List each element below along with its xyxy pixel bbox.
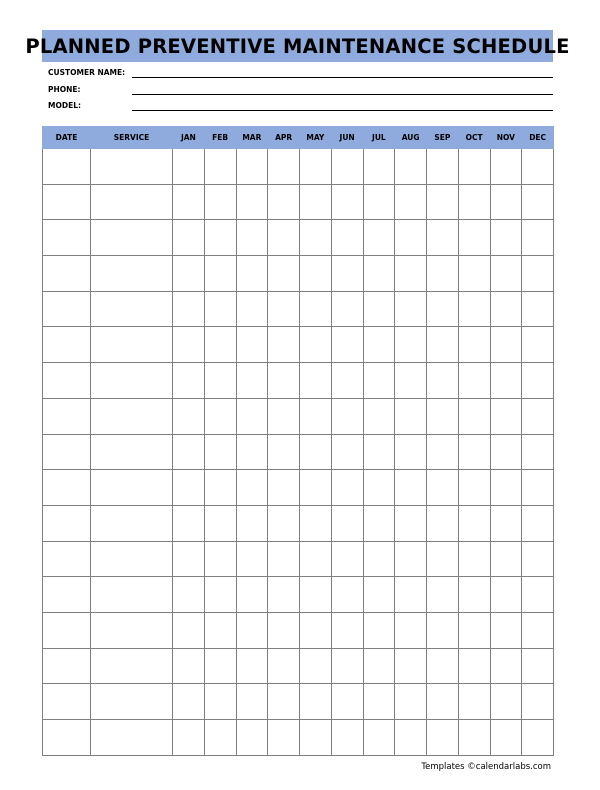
table-cell-jun[interactable] [331,505,363,541]
table-cell-dec[interactable] [522,327,554,363]
table-cell-oct[interactable] [458,577,490,613]
table-cell-apr[interactable] [268,363,300,399]
table-cell-jun[interactable] [331,149,363,185]
table-cell-aug[interactable] [395,612,427,648]
table-cell-jul[interactable] [363,541,395,577]
page-title: PLANNED PREVENTIVE MAINTENANCE SCHEDULE [25,34,570,58]
table-row [43,256,554,292]
table-cell-jul[interactable] [363,363,395,399]
table-cell-aug[interactable] [395,648,427,684]
table-cell-mar[interactable] [236,149,268,185]
table-cell-dec[interactable] [522,470,554,506]
table-cell-aug[interactable] [395,505,427,541]
table-cell-jul[interactable] [363,577,395,613]
table-cell-dec[interactable] [522,720,554,756]
table-cell-jul[interactable] [363,256,395,292]
table-cell-aug[interactable] [395,398,427,434]
table-cell-dec[interactable] [522,363,554,399]
table-cell-jan[interactable] [173,220,205,256]
table-cell-apr[interactable] [268,434,300,470]
table-cell-aug[interactable] [395,541,427,577]
table-cell-jun[interactable] [331,291,363,327]
table-cell-feb[interactable] [204,256,236,292]
table-cell-mar[interactable] [236,398,268,434]
table-cell-feb[interactable] [204,434,236,470]
model-row [48,100,553,114]
table-cell-oct[interactable] [458,256,490,292]
table-cell-oct[interactable] [458,720,490,756]
table-cell-service[interactable] [91,398,173,434]
table-cell-jul[interactable] [363,327,395,363]
table-cell-apr[interactable] [268,256,300,292]
table-cell-feb[interactable] [204,470,236,506]
table-cell-jan[interactable] [173,648,205,684]
table-cell-dec[interactable] [522,184,554,220]
table-cell-jan[interactable] [173,256,205,292]
table-cell-jan[interactable] [173,470,205,506]
column-header-service: SERVICE [91,127,173,149]
table-cell-sep[interactable] [427,684,459,720]
table-cell-nov[interactable] [490,612,522,648]
table-cell-feb[interactable] [204,648,236,684]
table-cell-jan[interactable] [173,684,205,720]
table-cell-sep[interactable] [427,363,459,399]
model-label: MODEL: [48,101,81,110]
table-cell-may[interactable] [300,184,332,220]
table-cell-mar[interactable] [236,434,268,470]
table-cell-nov[interactable] [490,398,522,434]
table-cell-nov[interactable] [490,470,522,506]
table-cell-nov[interactable] [490,648,522,684]
column-header-aug: AUG [395,127,427,149]
table-cell-jul[interactable] [363,220,395,256]
table-cell-may[interactable] [300,648,332,684]
table-row [43,220,554,256]
title-banner [25,30,570,62]
table-cell-dec[interactable] [522,256,554,292]
table-cell-service[interactable] [91,149,173,185]
table-cell-feb[interactable] [204,612,236,648]
table-cell-jan[interactable] [173,363,205,399]
table-row [43,720,554,756]
table-row [43,648,554,684]
table-cell-oct[interactable] [458,612,490,648]
table-cell-mar[interactable] [236,291,268,327]
table-cell-feb[interactable] [204,505,236,541]
table-cell-nov[interactable] [490,577,522,613]
table-cell-nov[interactable] [490,184,522,220]
table-cell-nov[interactable] [490,363,522,399]
table-cell-service[interactable] [91,541,173,577]
table-cell-oct[interactable] [458,220,490,256]
table-cell-dec[interactable] [522,434,554,470]
table-row [43,291,554,327]
table-cell-date[interactable] [43,149,91,185]
table-cell-sep[interactable] [427,505,459,541]
table-cell-feb[interactable] [204,577,236,613]
table-cell-service[interactable] [91,577,173,613]
table-cell-nov[interactable] [490,720,522,756]
table-cell-date[interactable] [43,434,91,470]
table-cell-nov[interactable] [490,220,522,256]
table-cell-apr[interactable] [268,648,300,684]
column-header-dec: DEC [522,127,554,149]
table-cell-jun[interactable] [331,648,363,684]
table-cell-feb[interactable] [204,184,236,220]
table-cell-service[interactable] [91,363,173,399]
table-cell-jan[interactable] [173,327,205,363]
table-cell-may[interactable] [300,577,332,613]
table-cell-apr[interactable] [268,184,300,220]
table-cell-date[interactable] [43,720,91,756]
table-cell-jan[interactable] [173,720,205,756]
table-cell-jun[interactable] [331,184,363,220]
table-cell-service[interactable] [91,684,173,720]
table-cell-oct[interactable] [458,505,490,541]
table-cell-jun[interactable] [331,684,363,720]
table-cell-nov[interactable] [490,291,522,327]
column-header-feb: FEB [204,127,236,149]
table-cell-dec[interactable] [522,577,554,613]
table-cell-jun[interactable] [331,612,363,648]
table-cell-jan[interactable] [173,577,205,613]
table-cell-jun[interactable] [331,577,363,613]
table-cell-date[interactable] [43,505,91,541]
table-cell-date[interactable] [43,363,91,399]
table-cell-aug[interactable] [395,220,427,256]
table-header-row [43,127,554,149]
column-header-may: MAY [300,127,332,149]
table-row [43,363,554,399]
table-cell-jul[interactable] [363,291,395,327]
table-cell-jan[interactable] [173,149,205,185]
table-cell-nov[interactable] [490,541,522,577]
column-header-apr: APR [268,127,300,149]
table-cell-mar[interactable] [236,184,268,220]
table-cell-apr[interactable] [268,684,300,720]
table-cell-oct[interactable] [458,470,490,506]
phone-label: PHONE: [48,85,81,94]
table-cell-aug[interactable] [395,434,427,470]
table-cell-feb[interactable] [204,220,236,256]
table-cell-dec[interactable] [522,149,554,185]
table-cell-date[interactable] [43,612,91,648]
table-cell-jun[interactable] [331,470,363,506]
table-cell-mar[interactable] [236,541,268,577]
table-cell-sep[interactable] [427,470,459,506]
table-cell-oct[interactable] [458,648,490,684]
table-cell-jul[interactable] [363,505,395,541]
table-cell-aug[interactable] [395,184,427,220]
table-cell-jun[interactable] [331,256,363,292]
table-cell-dec[interactable] [522,612,554,648]
table-cell-jan[interactable] [173,398,205,434]
table-row [43,327,554,363]
table-cell-jul[interactable] [363,398,395,434]
table-cell-jul[interactable] [363,149,395,185]
table-cell-jan[interactable] [173,505,205,541]
table-row [43,541,554,577]
table-cell-may[interactable] [300,291,332,327]
table-cell-nov[interactable] [490,256,522,292]
table-cell-nov[interactable] [490,149,522,185]
table-cell-dec[interactable] [522,220,554,256]
table-cell-date[interactable] [43,256,91,292]
column-header-jul: JUL [363,127,395,149]
table-cell-may[interactable] [300,434,332,470]
customer-name-field[interactable] [132,77,553,78]
table-cell-dec[interactable] [522,505,554,541]
table-row [43,398,554,434]
table-cell-apr[interactable] [268,577,300,613]
table-cell-jul[interactable] [363,684,395,720]
table-cell-mar[interactable] [236,612,268,648]
column-header-oct: OCT [458,127,490,149]
table-cell-jun[interactable] [331,220,363,256]
table-cell-dec[interactable] [522,291,554,327]
table-row [43,505,554,541]
table-cell-sep[interactable] [427,256,459,292]
table-cell-may[interactable] [300,541,332,577]
table-cell-oct[interactable] [458,541,490,577]
table-cell-sep[interactable] [427,541,459,577]
table-cell-apr[interactable] [268,612,300,648]
model-field[interactable] [132,110,553,111]
table-cell-sep[interactable] [427,648,459,684]
table-cell-service[interactable] [91,434,173,470]
table-cell-jan[interactable] [173,541,205,577]
table-cell-apr[interactable] [268,149,300,185]
table-cell-jan[interactable] [173,612,205,648]
table-cell-date[interactable] [43,291,91,327]
table-cell-jul[interactable] [363,470,395,506]
table-cell-nov[interactable] [490,327,522,363]
table-cell-feb[interactable] [204,398,236,434]
phone-field[interactable] [132,94,553,95]
table-cell-mar[interactable] [236,256,268,292]
table-cell-may[interactable] [300,505,332,541]
table-cell-may[interactable] [300,612,332,648]
table-cell-oct[interactable] [458,684,490,720]
table-cell-aug[interactable] [395,363,427,399]
table-cell-feb[interactable] [204,291,236,327]
table-cell-date[interactable] [43,398,91,434]
table-cell-date[interactable] [43,684,91,720]
column-header-sep: SEP [427,127,459,149]
table-cell-service[interactable] [91,256,173,292]
table-cell-jan[interactable] [173,291,205,327]
table-cell-may[interactable] [300,684,332,720]
column-header-nov: NOV [490,127,522,149]
table-cell-sep[interactable] [427,149,459,185]
table-cell-aug[interactable] [395,149,427,185]
table-cell-oct[interactable] [458,363,490,399]
table-cell-service[interactable] [91,612,173,648]
table-cell-dec[interactable] [522,648,554,684]
table-cell-sep[interactable] [427,327,459,363]
table-cell-service[interactable] [91,505,173,541]
table-cell-sep[interactable] [427,434,459,470]
table-cell-service[interactable] [91,648,173,684]
table-cell-sep[interactable] [427,720,459,756]
table-cell-service[interactable] [91,220,173,256]
table-cell-mar[interactable] [236,684,268,720]
table-cell-sep[interactable] [427,291,459,327]
table-cell-oct[interactable] [458,291,490,327]
table-row [43,577,554,613]
table-cell-oct[interactable] [458,327,490,363]
table-cell-mar[interactable] [236,327,268,363]
table-cell-mar[interactable] [236,470,268,506]
table-cell-apr[interactable] [268,720,300,756]
phone-row [48,84,553,98]
table-row [43,470,554,506]
table-row [43,612,554,648]
table-cell-mar[interactable] [236,648,268,684]
table-cell-dec[interactable] [522,684,554,720]
table-cell-jul[interactable] [363,612,395,648]
table-cell-jul[interactable] [363,434,395,470]
table-cell-oct[interactable] [458,398,490,434]
table-cell-jul[interactable] [363,184,395,220]
table-cell-may[interactable] [300,220,332,256]
table-cell-date[interactable] [43,541,91,577]
table-cell-jul[interactable] [363,720,395,756]
table-cell-may[interactable] [300,149,332,185]
table-row [43,434,554,470]
customer-name-row [48,67,553,81]
table-cell-aug[interactable] [395,577,427,613]
table-cell-may[interactable] [300,327,332,363]
table-cell-oct[interactable] [458,184,490,220]
table-cell-sep[interactable] [427,612,459,648]
table-row [43,184,554,220]
table-cell-date[interactable] [43,470,91,506]
table-cell-feb[interactable] [204,720,236,756]
customer-name-label: CUSTOMER NAME: [48,68,126,77]
table-cell-service[interactable] [91,327,173,363]
table-cell-aug[interactable] [395,684,427,720]
table-cell-aug[interactable] [395,470,427,506]
table-cell-sep[interactable] [427,220,459,256]
table-cell-oct[interactable] [458,434,490,470]
table-cell-mar[interactable] [236,505,268,541]
table-cell-apr[interactable] [268,220,300,256]
table-cell-apr[interactable] [268,505,300,541]
table-cell-feb[interactable] [204,541,236,577]
table-cell-jul[interactable] [363,648,395,684]
table-cell-date[interactable] [43,327,91,363]
table-cell-jun[interactable] [331,398,363,434]
column-header-jan: JAN [173,127,205,149]
table-cell-mar[interactable] [236,720,268,756]
table-cell-aug[interactable] [395,256,427,292]
table-cell-nov[interactable] [490,434,522,470]
table-cell-nov[interactable] [490,684,522,720]
table-cell-service[interactable] [91,470,173,506]
table-cell-jan[interactable] [173,184,205,220]
column-header-jun: JUN [331,127,363,149]
table-cell-dec[interactable] [522,541,554,577]
table-cell-dec[interactable] [522,398,554,434]
table-cell-feb[interactable] [204,363,236,399]
table-cell-oct[interactable] [458,149,490,185]
table-cell-date[interactable] [43,577,91,613]
table-cell-date[interactable] [43,220,91,256]
table-cell-apr[interactable] [268,291,300,327]
table-cell-aug[interactable] [395,720,427,756]
table-cell-may[interactable] [300,363,332,399]
footer-credit: Templates ©calendarlabs.com [421,762,551,772]
table-row [43,149,554,185]
table-cell-nov[interactable] [490,505,522,541]
table-cell-aug[interactable] [395,327,427,363]
table-cell-mar[interactable] [236,220,268,256]
table-cell-may[interactable] [300,720,332,756]
table-cell-jun[interactable] [331,541,363,577]
table-cell-apr[interactable] [268,470,300,506]
table-cell-service[interactable] [91,291,173,327]
table-cell-apr[interactable] [268,398,300,434]
column-header-date: DATE [43,127,91,149]
table-cell-jun[interactable] [331,434,363,470]
table-cell-apr[interactable] [268,327,300,363]
column-header-mar: MAR [236,127,268,149]
table-cell-aug[interactable] [395,291,427,327]
table-cell-sep[interactable] [427,577,459,613]
table-body [43,149,554,756]
table-cell-may[interactable] [300,398,332,434]
table-cell-feb[interactable] [204,684,236,720]
table-cell-jun[interactable] [331,363,363,399]
table-cell-jun[interactable] [331,327,363,363]
table-cell-mar[interactable] [236,577,268,613]
table-cell-feb[interactable] [204,327,236,363]
table-cell-date[interactable] [43,184,91,220]
table-cell-mar[interactable] [236,363,268,399]
table-row [43,684,554,720]
table-cell-sep[interactable] [427,184,459,220]
table-cell-date[interactable] [43,648,91,684]
maintenance-schedule-table [42,126,554,756]
table-cell-may[interactable] [300,256,332,292]
table-cell-service[interactable] [91,720,173,756]
table-cell-sep[interactable] [427,398,459,434]
table-cell-service[interactable] [91,184,173,220]
table-cell-jan[interactable] [173,434,205,470]
table-cell-feb[interactable] [204,149,236,185]
table-cell-jun[interactable] [331,720,363,756]
table-cell-may[interactable] [300,470,332,506]
table-cell-apr[interactable] [268,541,300,577]
